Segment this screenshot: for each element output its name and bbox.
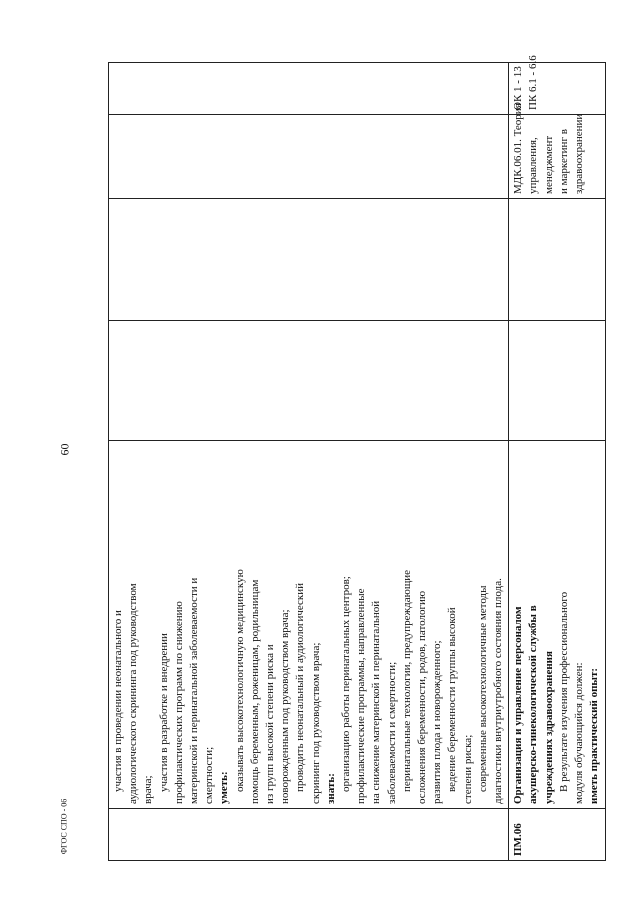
content-line: оказывать высокотехнологичную медицинскую — [233, 569, 246, 792]
content-line: проводить неонатальный и аудиологический — [294, 582, 307, 792]
module-title-line: Организация и управление персоналом — [512, 606, 525, 804]
content-cell — [109, 441, 509, 809]
mdk-line: менеджмент — [542, 135, 555, 194]
curriculum-table — [108, 55, 606, 861]
content-line: помощь беременным, роженицам, родильницам — [248, 579, 261, 804]
table-row — [509, 63, 605, 861]
page-number: 60 — [57, 443, 72, 456]
empty-cell — [509, 321, 605, 441]
section-label: уметь: — [218, 771, 231, 804]
content-line: осложнения беременности, родов, патологию — [416, 590, 429, 804]
content-line: смертности; — [203, 746, 216, 804]
module-title-line: акушерско-гинекологической службы в — [527, 605, 540, 804]
content-line: скрининг под руководством врача; — [309, 642, 322, 804]
content-line: на снижение материнской и перинатальной — [370, 600, 383, 804]
mdk-cell — [509, 103, 605, 199]
content-cell — [509, 441, 605, 809]
content-line: ведение беременности группы высокой — [446, 607, 459, 792]
curriculum-table-rotated — [108, 55, 601, 861]
mdk-cell — [109, 115, 509, 199]
content-line: участия в разработке и внедрении — [157, 633, 170, 792]
content-line: развития плода и новорожденного; — [431, 640, 444, 804]
content-line: перинатальные технологии, предупреждающие — [400, 569, 413, 792]
content-line: материнской и перинатальной заболеваемости и — [188, 577, 201, 804]
module-title-line: учреждениях здравоохранения — [542, 651, 555, 804]
content-line: аудиологического скрининга под руководством — [127, 583, 140, 804]
table-row — [109, 63, 509, 861]
experience-label: иметь практический опыт: — [588, 667, 601, 804]
module-code-cell: ПМ.06 — [509, 809, 605, 861]
content-line: организацию работы перинатальных центров; — [340, 576, 353, 792]
content-line: участия в проведении неонатального и — [112, 610, 124, 792]
content-line: новорожденным под руководством врача; — [279, 609, 292, 804]
intro-line: В результате изучения профессионального — [557, 591, 570, 792]
empty-cell — [109, 199, 509, 321]
mdk-line: здравоохранении — [573, 113, 586, 194]
content-line: современные высокотехнологичные методы — [476, 585, 489, 792]
mdk-line: управления, — [527, 137, 540, 194]
content-line: из групп высокой степени риска и — [264, 644, 277, 804]
content-line: заболеваемости и смертности; — [385, 661, 398, 804]
competency-line: ПК 6.1 - 6.6 — [527, 55, 540, 110]
content-line: врача; — [142, 775, 155, 804]
competency-cell — [509, 55, 605, 115]
footer-code: ФГОС СПО - 06 — [59, 798, 69, 855]
mdk-line: МДК.06.01. Теория — [512, 103, 525, 194]
section-label: знать: — [324, 773, 337, 804]
empty-cell — [109, 321, 509, 441]
empty-cell — [509, 199, 605, 321]
content-line: профилактические программы, направленные — [355, 588, 368, 804]
mdk-line: и маркетинг в — [557, 129, 570, 194]
competency-cell — [109, 63, 509, 115]
content-line: профилактических программ по снижению — [172, 601, 185, 804]
content-line: степени риска; — [461, 734, 474, 804]
intro-line: модуля обучающийся должен: — [573, 662, 586, 804]
module-code-cell — [109, 809, 509, 861]
content-line: диагностики внутриутробного состояния плода. — [492, 578, 505, 804]
competency-line: ОК 1 - 13 — [512, 66, 525, 110]
